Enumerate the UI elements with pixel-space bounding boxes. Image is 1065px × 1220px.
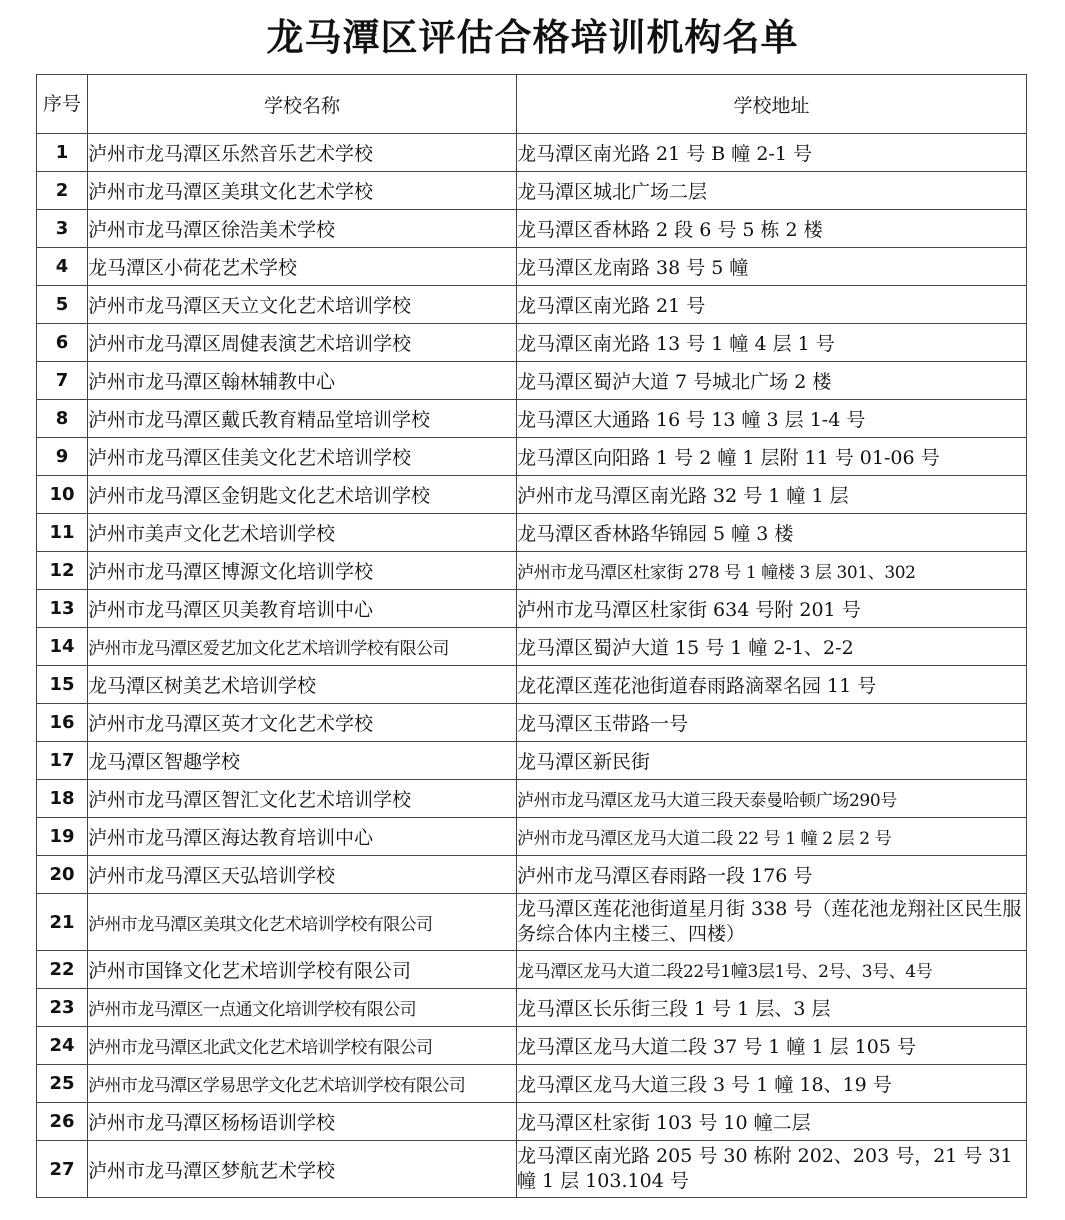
row-number: 17 [37, 742, 88, 780]
table-row [37, 704, 1027, 742]
row-number: 23 [37, 989, 88, 1027]
row-number: 7 [37, 362, 88, 400]
school-name: 泸州市龙马潭区海达教育培训中心 [88, 818, 517, 856]
school-name: 泸州市龙马潭区杨杨语训学校 [88, 1103, 517, 1141]
school-name: 泸州市龙马潭区智汇文化艺术培训学校 [88, 780, 517, 818]
table-row [37, 400, 1027, 438]
school-address: 龙马潭区莲花池街道星月街 338 号（莲花池龙翔社区民生服务综合体内主楼三、四楼） [517, 894, 1027, 951]
school-address: 泸州市龙马潭区南光路 32 号 1 幢 1 层 [517, 476, 1027, 514]
table-row [37, 951, 1027, 989]
school-address: 泸州市龙马潭区龙马大道三段天泰曼哈顿广场290号 [517, 780, 1027, 818]
row-number: 2 [37, 172, 88, 210]
school-name: 龙马潭区小荷花艺术学校 [88, 248, 517, 286]
table-row [37, 172, 1027, 210]
institution-table [36, 74, 1027, 1198]
row-number: 24 [37, 1027, 88, 1065]
school-name: 泸州市龙马潭区天弘培训学校 [88, 856, 517, 894]
school-name: 泸州市龙马潭区徐浩美术学校 [88, 210, 517, 248]
table-row [37, 438, 1027, 476]
school-address: 龙马潭区香林路 2 段 6 号 5 栋 2 楼 [517, 210, 1027, 248]
page-title: 龙马潭区评估合格培训机构名单 [266, 16, 799, 59]
school-address: 龙马潭区龙马大道二段 37 号 1 幢 1 层 105 号 [517, 1027, 1027, 1065]
table-row [37, 666, 1027, 704]
school-address: 泸州市龙马潭区杜家街 278 号 1 幢楼 3 层 301、302 [517, 552, 1027, 590]
school-name: 泸州市龙马潭区英才文化艺术学校 [88, 704, 517, 742]
school-name: 泸州市龙马潭区翰林辅教中心 [88, 362, 517, 400]
row-number: 20 [37, 856, 88, 894]
school-name: 泸州市龙马潭区博源文化培训学校 [88, 552, 517, 590]
school-name: 泸州市龙马潭区美琪文化艺术培训学校有限公司 [88, 894, 517, 951]
row-number: 8 [37, 400, 88, 438]
row-number: 13 [37, 590, 88, 628]
table-row [37, 362, 1027, 400]
table-row [37, 780, 1027, 818]
school-name: 泸州市国锋文化艺术培训学校有限公司 [88, 951, 517, 989]
school-address: 泸州市龙马潭区杜家街 634 号附 201 号 [517, 590, 1027, 628]
school-address: 龙马潭区城北广场二层 [517, 172, 1027, 210]
table-row [37, 590, 1027, 628]
school-address: 龙花潭区莲花池街道春雨路滴翠名园 11 号 [517, 666, 1027, 704]
school-address: 龙马潭区杜家街 103 号 10 幢二层 [517, 1103, 1027, 1141]
table-row [37, 1027, 1027, 1065]
school-name: 泸州市龙马潭区学易思学文化艺术培训学校有限公司 [88, 1065, 517, 1103]
column-header-no: 序号 [37, 75, 88, 134]
table-row [37, 134, 1027, 172]
table-row [37, 989, 1027, 1027]
school-address: 龙马潭区大通路 16 号 13 幢 3 层 1-4 号 [517, 400, 1027, 438]
row-number: 18 [37, 780, 88, 818]
table-row [37, 324, 1027, 362]
school-name: 泸州市龙马潭区戴氏教育精品堂培训学校 [88, 400, 517, 438]
school-name: 泸州市龙马潭区美琪文化艺术学校 [88, 172, 517, 210]
row-number: 5 [37, 286, 88, 324]
school-address: 龙马潭区龙马大道三段 3 号 1 幢 18、19 号 [517, 1065, 1027, 1103]
row-number: 11 [37, 514, 88, 552]
table-row [37, 1141, 1027, 1198]
table-row [37, 894, 1027, 951]
school-address: 龙马潭区蜀泸大道 15 号 1 幢 2-1、2-2 [517, 628, 1027, 666]
row-number: 27 [37, 1141, 88, 1198]
row-number: 6 [37, 324, 88, 362]
row-number: 3 [37, 210, 88, 248]
table-row [37, 856, 1027, 894]
row-number: 26 [37, 1103, 88, 1141]
school-name: 龙马潭区智趣学校 [88, 742, 517, 780]
row-number: 14 [37, 628, 88, 666]
school-address: 泸州市龙马潭区龙马大道二段 22 号 1 幢 2 层 2 号 [517, 818, 1027, 856]
table-row [37, 818, 1027, 856]
column-header-address: 学校地址 [517, 75, 1027, 134]
school-name: 泸州市美声文化艺术培训学校 [88, 514, 517, 552]
row-number: 19 [37, 818, 88, 856]
row-number: 21 [37, 894, 88, 951]
school-name: 泸州市龙马潭区贝美教育培训中心 [88, 590, 517, 628]
row-number: 25 [37, 1065, 88, 1103]
row-number: 1 [37, 134, 88, 172]
school-name: 泸州市龙马潭区爱艺加文化艺术培训学校有限公司 [88, 628, 517, 666]
school-name: 泸州市龙马潭区北武文化艺术培训学校有限公司 [88, 1027, 517, 1065]
school-name: 泸州市龙马潭区佳美文化艺术培训学校 [88, 438, 517, 476]
table-row [37, 286, 1027, 324]
school-name: 泸州市龙马潭区一点通文化培训学校有限公司 [88, 989, 517, 1027]
row-number: 10 [37, 476, 88, 514]
school-address: 龙马潭区南光路 205 号 30 栋附 202、203 号，21 号 31 幢 1 层 103.104 号 [517, 1141, 1027, 1198]
table-row [37, 248, 1027, 286]
row-number: 22 [37, 951, 88, 989]
table-row [37, 628, 1027, 666]
table-row [37, 514, 1027, 552]
table-row [37, 476, 1027, 514]
table-row [37, 1103, 1027, 1141]
row-number: 4 [37, 248, 88, 286]
school-address: 龙马潭区南光路 21 号 [517, 286, 1027, 324]
school-address: 龙马潭区龙南路 38 号 5 幢 [517, 248, 1027, 286]
school-name: 泸州市龙马潭区周健表演艺术培训学校 [88, 324, 517, 362]
school-name: 泸州市龙马潭区金钥匙文化艺术培训学校 [88, 476, 517, 514]
table-row [37, 1065, 1027, 1103]
table-row [37, 742, 1027, 780]
school-address: 龙马潭区龙马大道二段22号1幢3层1号、2号、3号、4号 [517, 951, 1027, 989]
school-name: 泸州市龙马潭区梦航艺术学校 [88, 1141, 517, 1198]
school-address: 龙马潭区香林路华锦园 5 幢 3 楼 [517, 514, 1027, 552]
school-address: 泸州市龙马潭区春雨路一段 176 号 [517, 856, 1027, 894]
school-name: 泸州市龙马潭区乐然音乐艺术学校 [88, 134, 517, 172]
school-name: 泸州市龙马潭区天立文化艺术培训学校 [88, 286, 517, 324]
row-number: 16 [37, 704, 88, 742]
table-row [37, 552, 1027, 590]
column-header-name: 学校名称 [88, 75, 517, 134]
school-address: 龙马潭区长乐街三段 1 号 1 层、3 层 [517, 989, 1027, 1027]
school-address: 龙马潭区新民街 [517, 742, 1027, 780]
school-address: 龙马潭区玉带路一号 [517, 704, 1027, 742]
school-address: 龙马潭区向阳路 1 号 2 幢 1 层附 11 号 01-06 号 [517, 438, 1027, 476]
school-address: 龙马潭区蜀泸大道 7 号城北广场 2 楼 [517, 362, 1027, 400]
row-number: 12 [37, 552, 88, 590]
school-address: 龙马潭区南光路 13 号 1 幢 4 层 1 号 [517, 324, 1027, 362]
row-number: 9 [37, 438, 88, 476]
table-header-row [37, 75, 1027, 134]
row-number: 15 [37, 666, 88, 704]
table-row [37, 210, 1027, 248]
school-name: 龙马潭区树美艺术培训学校 [88, 666, 517, 704]
school-address: 龙马潭区南光路 21 号 B 幢 2-1 号 [517, 134, 1027, 172]
